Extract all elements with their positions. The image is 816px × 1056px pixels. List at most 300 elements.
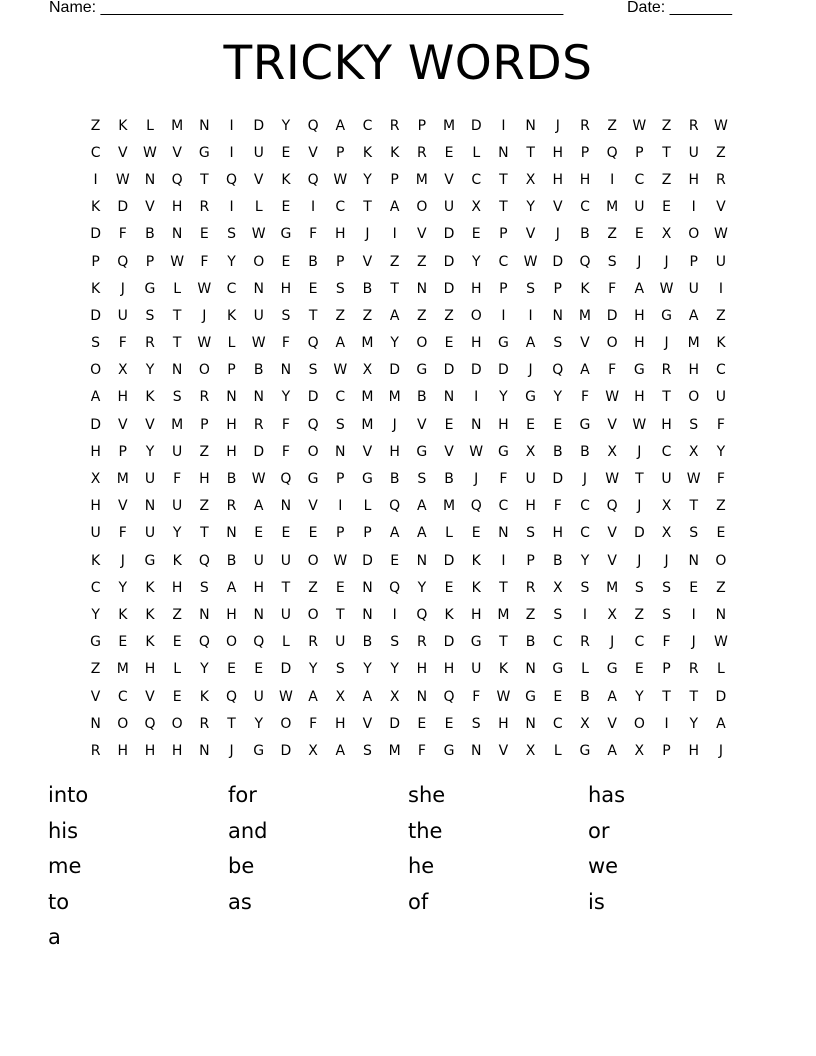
grid-letter: H: [335, 226, 346, 243]
grid-letter: W: [632, 416, 647, 433]
grid-letter: V: [117, 498, 128, 515]
grid-letter: I: [582, 606, 588, 623]
grid-letter: P: [336, 253, 345, 270]
word-bank-item: or: [588, 818, 610, 843]
grid-row: [82, 139, 735, 166]
grid-row: [82, 465, 735, 492]
name-field-label: Name: ____________________________________________________: [49, 0, 564, 16]
header-fields: [49, 0, 732, 18]
grid-letter: W: [686, 471, 701, 488]
grid-letter: V: [716, 199, 726, 216]
grid-letter: F: [608, 280, 617, 297]
grid-letter: W: [197, 280, 212, 297]
grid-letter: T: [172, 307, 182, 324]
grid-letter: D: [715, 688, 727, 705]
grid-letter: O: [470, 307, 482, 324]
grid-letter: K: [91, 199, 101, 216]
grid-letter: I: [528, 307, 533, 324]
grid-letter: O: [253, 253, 265, 270]
grid-letter: W: [496, 688, 511, 705]
grid-letter: T: [662, 144, 671, 161]
grid-letter: A: [335, 117, 346, 134]
grid-letter: X: [552, 579, 563, 596]
grid-letter: S: [172, 389, 182, 406]
grid-letter: V: [607, 525, 617, 542]
grid-letter: K: [281, 171, 291, 188]
grid-letter: E: [308, 525, 318, 542]
grid-letter: D: [362, 552, 373, 569]
grid-letter: H: [171, 579, 183, 596]
grid-letter: D: [307, 389, 319, 406]
grid-letter: U: [172, 498, 183, 515]
grid-letter: L: [227, 335, 236, 352]
grid-letter: Z: [607, 226, 617, 243]
grid-letter: K: [362, 144, 373, 161]
grid-letter: I: [311, 199, 316, 216]
grid-letter: C: [634, 171, 645, 188]
grid-letter: Y: [390, 335, 399, 352]
grid-letter: Z: [716, 307, 726, 324]
grid-letter: W: [605, 471, 620, 488]
grid-letter: C: [90, 579, 101, 596]
grid-letter: R: [389, 117, 400, 134]
grid-letter: W: [469, 443, 484, 460]
grid-letter: C: [117, 688, 128, 705]
grid-letter: O: [688, 389, 700, 406]
grid-letter: Y: [281, 389, 291, 406]
grid-letter: T: [172, 335, 182, 352]
word-bank-item: a: [48, 925, 61, 950]
grid-letter: F: [118, 226, 127, 243]
grid-letter: I: [610, 171, 615, 188]
grid-letter: D: [389, 362, 401, 379]
grid-letter: Z: [634, 606, 645, 623]
grid-row: [82, 384, 735, 411]
grid-letter: Y: [145, 443, 155, 460]
grid-letter: J: [637, 253, 642, 270]
grid-letter: T: [363, 199, 372, 216]
grid-letter: E: [417, 715, 427, 732]
grid-letter: H: [552, 171, 564, 188]
grid-letter: E: [553, 688, 563, 705]
grid-letter: E: [335, 579, 345, 596]
grid-row: [82, 248, 735, 275]
grid-letter: G: [280, 226, 292, 243]
grid-letter: R: [253, 416, 264, 433]
grid-letter: D: [280, 742, 292, 759]
grid-letter: S: [607, 253, 617, 270]
grid-letter: Q: [198, 634, 210, 651]
grid-letter: G: [579, 742, 591, 759]
grid-letter: B: [389, 471, 400, 488]
grid-letter: A: [634, 280, 645, 297]
grid-letter: H: [280, 280, 292, 297]
word-bank-item: be: [228, 854, 255, 879]
grid-letter: Q: [606, 144, 618, 161]
grid-row: [82, 547, 735, 574]
grid-letter: S: [471, 715, 481, 732]
grid-letter: Q: [307, 416, 319, 433]
grid-letter: E: [662, 199, 671, 216]
grid-letter: D: [606, 307, 618, 324]
grid-letter: P: [145, 253, 155, 270]
grid-letter: H: [470, 335, 482, 352]
grid-letter: M: [171, 117, 184, 134]
grid-letter: H: [90, 498, 101, 515]
grid-letter: V: [117, 416, 128, 433]
grid-letter: R: [226, 498, 237, 515]
grid-letter: H: [171, 742, 183, 759]
grid-letter: L: [472, 144, 481, 161]
word-bank-item: he: [408, 854, 435, 879]
word-bank-item: has: [588, 783, 626, 807]
grid-letter: B: [552, 552, 563, 569]
grid-letter: W: [713, 634, 728, 651]
grid-letter: Z: [308, 579, 318, 596]
grid-letter: Z: [362, 307, 373, 324]
grid-letter: G: [144, 552, 156, 569]
grid-letter: X: [117, 362, 128, 379]
grid-letter: R: [688, 117, 699, 134]
grid-letter: R: [145, 335, 155, 352]
grid-letter: Y: [471, 253, 481, 270]
grid-letter: R: [525, 579, 536, 596]
grid-letter: M: [116, 661, 129, 678]
grid-letter: T: [227, 715, 236, 732]
word-bank-item: she: [408, 783, 446, 807]
grid-letter: G: [443, 742, 455, 759]
grid-letter: E: [553, 416, 563, 433]
grid-letter: X: [661, 525, 672, 542]
grid-letter: G: [633, 362, 645, 379]
grid-letter: K: [226, 307, 237, 324]
grid-letter: X: [607, 443, 617, 460]
grid-letter: X: [661, 498, 672, 515]
grid-letter: F: [553, 498, 562, 515]
grid-letter: J: [120, 552, 125, 569]
grid-letter: H: [226, 416, 237, 433]
grid-letter: V: [90, 688, 101, 705]
word-bank-item: is: [588, 889, 605, 914]
grid-letter: W: [115, 171, 130, 188]
grid-letter: W: [333, 171, 348, 188]
grid-letter: W: [333, 362, 348, 379]
grid-letter: N: [416, 688, 428, 705]
grid-letter: Y: [417, 579, 427, 596]
grid-letter: J: [610, 634, 615, 651]
grid-letter: U: [471, 661, 482, 678]
grid-letter: D: [443, 362, 455, 379]
grid-letter: W: [713, 117, 728, 134]
grid-letter: X: [389, 688, 400, 705]
grid-letter: T: [526, 144, 535, 161]
grid-letter: T: [390, 280, 399, 297]
grid-letter: B: [362, 280, 373, 297]
grid-letter: H: [634, 307, 645, 324]
grid-letter: E: [444, 335, 454, 352]
grid-letter: L: [363, 498, 372, 515]
grid-letter: S: [145, 307, 155, 324]
grid-letter: Y: [499, 389, 508, 406]
grid-row: [82, 629, 735, 656]
grid-letter: S: [335, 416, 345, 433]
grid-letter: B: [552, 443, 563, 460]
grid-letter: Q: [307, 335, 319, 352]
grid-letter: A: [389, 525, 400, 542]
grid-letter: O: [606, 335, 618, 352]
grid-letter: N: [525, 715, 536, 732]
grid-letter: E: [471, 226, 481, 243]
grid-letter: P: [118, 443, 127, 460]
grid-letter: H: [144, 661, 156, 678]
grid-letter: L: [581, 661, 589, 678]
grid-letter: G: [253, 742, 265, 759]
grid-letter: M: [361, 389, 374, 406]
grid-letter: N: [253, 389, 264, 406]
grid-letter: Q: [253, 634, 265, 651]
grid-letter: H: [416, 661, 428, 678]
grid-letter: Y: [172, 525, 182, 542]
grid-letter: U: [144, 471, 156, 488]
grid-row: [82, 574, 735, 601]
grid-letter: P: [580, 144, 590, 161]
grid-letter: X: [471, 199, 482, 216]
grid-letter: S: [308, 362, 318, 379]
grid-letter: U: [280, 552, 292, 569]
grid-letter: K: [444, 606, 454, 623]
grid-letter: H: [579, 171, 591, 188]
grid-letter: N: [688, 552, 699, 569]
grid-letter: G: [525, 688, 537, 705]
grid-letter: T: [499, 171, 508, 188]
grid-letter: S: [553, 335, 563, 352]
grid-letter: H: [90, 443, 101, 460]
grid-letter: A: [335, 335, 346, 352]
grid-letter: U: [253, 307, 264, 324]
grid-letter: E: [444, 579, 454, 596]
grid-letter: N: [199, 742, 210, 759]
grid-letter: H: [552, 144, 564, 161]
grid-letter: F: [716, 416, 725, 433]
grid-letter: C: [90, 144, 101, 161]
grid-letter: N: [280, 362, 292, 379]
grid-letter: C: [226, 280, 237, 297]
grid-letter: V: [308, 144, 318, 161]
grid-letter: W: [197, 335, 212, 352]
grid-row: [82, 493, 735, 520]
grid-letter: Q: [579, 253, 591, 270]
grid-letter: N: [498, 144, 509, 161]
grid-letter: F: [499, 471, 508, 488]
grid-letter: G: [497, 335, 509, 352]
grid-letter: N: [715, 606, 727, 623]
grid-letter: Q: [470, 498, 482, 515]
grid-letter: P: [662, 742, 671, 759]
grid-letter: J: [474, 471, 479, 488]
grid-letter: P: [227, 362, 236, 379]
grid-letter: Q: [552, 362, 564, 379]
grid-letter: H: [470, 280, 482, 297]
grid-letter: W: [251, 226, 266, 243]
grid-letter: S: [417, 471, 427, 488]
grid-letter: H: [688, 171, 699, 188]
grid-letter: E: [254, 525, 264, 542]
grid-letter: O: [171, 715, 183, 732]
grid-letter: N: [144, 171, 156, 188]
grid-letter: J: [664, 552, 669, 569]
grid-letter: M: [442, 498, 456, 515]
word-bank-item: as: [228, 889, 252, 914]
grid-letter: S: [634, 579, 644, 596]
grid-letter: H: [634, 335, 645, 352]
page-title: TRICKY WORDS: [223, 36, 593, 91]
grid-letter: V: [607, 552, 617, 569]
grid-letter: O: [198, 362, 210, 379]
grid-letter: W: [605, 389, 620, 406]
grid-letter: I: [501, 552, 506, 569]
grid-letter: C: [498, 498, 509, 515]
grid-letter: D: [552, 471, 564, 488]
grid-letter: X: [580, 715, 590, 732]
grid-letter: U: [443, 199, 455, 216]
grid-letter: C: [471, 171, 482, 188]
grid-letter: Q: [198, 552, 210, 569]
grid-letter: N: [199, 117, 210, 134]
grid-letter: H: [498, 715, 509, 732]
grid-letter: H: [144, 742, 156, 759]
grid-letter: I: [229, 144, 234, 161]
grid-letter: Z: [525, 606, 536, 623]
grid-letter: Y: [200, 661, 209, 678]
grid-letter: D: [552, 253, 564, 270]
grid-letter: T: [499, 199, 508, 216]
grid-letter: V: [145, 199, 155, 216]
grid-letter: A: [308, 688, 318, 705]
grid-letter: I: [664, 715, 669, 732]
grid-letter: J: [582, 471, 588, 488]
grid-letter: U: [634, 199, 645, 216]
grid-letter: G: [579, 416, 591, 433]
grid-letter: T: [689, 688, 698, 705]
grid-letter: C: [552, 715, 563, 732]
grid-row: [82, 520, 735, 547]
grid-letter: F: [281, 335, 290, 352]
grid-letter: V: [552, 199, 563, 216]
grid-letter: S: [662, 579, 671, 596]
grid-letter: Y: [363, 171, 372, 188]
grid-letter: H: [661, 416, 672, 433]
grid-letter: N: [253, 606, 264, 623]
grid-letter: A: [607, 688, 617, 705]
grid-letter: S: [91, 335, 101, 352]
grid-letter: T: [635, 471, 644, 488]
grid-letter: C: [335, 389, 346, 406]
grid-letter: Y: [281, 117, 291, 134]
grid-letter: C: [661, 443, 672, 460]
grid-letter: M: [415, 171, 428, 188]
grid-letter: I: [229, 199, 234, 216]
grid-letter: C: [335, 199, 346, 216]
grid-letter: T: [200, 171, 209, 188]
grid-letter: U: [144, 525, 156, 542]
grid-letter: Z: [90, 117, 101, 134]
grid-letter: V: [444, 171, 454, 188]
grid-letter: X: [525, 742, 536, 759]
grid-letter: F: [716, 471, 725, 488]
grid-letter: O: [633, 715, 645, 732]
grid-row: [82, 357, 735, 384]
grid-letter: I: [501, 307, 506, 324]
word-bank-item: and: [228, 818, 268, 843]
grid-letter: L: [553, 742, 562, 759]
grid-letter: V: [525, 226, 536, 243]
grid-letter: X: [362, 362, 373, 379]
grid-letter: A: [226, 579, 237, 596]
letter-grid: [82, 112, 735, 765]
grid-letter: W: [251, 471, 266, 488]
grid-letter: O: [226, 634, 238, 651]
grid-letter: D: [470, 362, 482, 379]
grid-letter: T: [336, 606, 345, 623]
grid-row: [82, 302, 735, 329]
grid-letter: A: [607, 742, 617, 759]
grid-letter: C: [498, 253, 509, 270]
grid-letter: R: [580, 634, 590, 651]
grid-letter: Z: [199, 443, 210, 460]
grid-letter: D: [498, 362, 509, 379]
grid-letter: Q: [389, 498, 401, 515]
grid-letter: E: [444, 144, 454, 161]
grid-letter: B: [308, 253, 318, 270]
grid-letter: Y: [254, 715, 263, 732]
grid-letter: V: [362, 715, 373, 732]
grid-letter: G: [525, 389, 537, 406]
grid-letter: Q: [443, 688, 455, 705]
grid-letter: E: [390, 552, 400, 569]
grid-letter: X: [335, 688, 346, 705]
grid-letter: Q: [226, 171, 238, 188]
grid-letter: K: [91, 280, 101, 297]
grid-letter: N: [362, 606, 373, 623]
grid-letter: V: [145, 688, 155, 705]
grid-letter: B: [580, 226, 590, 243]
grid-letter: E: [471, 525, 481, 542]
grid-letter: S: [363, 742, 372, 759]
grid-letter: F: [281, 443, 290, 460]
grid-letter: I: [338, 498, 343, 515]
word-bank: [48, 778, 768, 956]
grid-letter: D: [280, 661, 292, 678]
grid-letter: O: [90, 362, 102, 379]
word-bank-item: of: [408, 889, 429, 914]
word-bank-item: to: [48, 889, 70, 914]
grid-row: [82, 194, 735, 221]
date-field-label: Date: _______: [627, 0, 732, 16]
grid-letter: Q: [226, 688, 238, 705]
grid-letter: U: [688, 280, 699, 297]
grid-letter: H: [498, 416, 509, 433]
grid-letter: V: [145, 416, 155, 433]
grid-letter: S: [335, 280, 345, 297]
grid-letter: U: [715, 253, 727, 270]
grid-letter: N: [525, 661, 536, 678]
grid-letter: B: [525, 634, 536, 651]
grid-letter: R: [308, 634, 318, 651]
grid-letter: Z: [716, 498, 726, 515]
grid-letter: Y: [363, 661, 372, 678]
grid-letter: S: [390, 634, 400, 651]
grid-letter: E: [172, 634, 182, 651]
